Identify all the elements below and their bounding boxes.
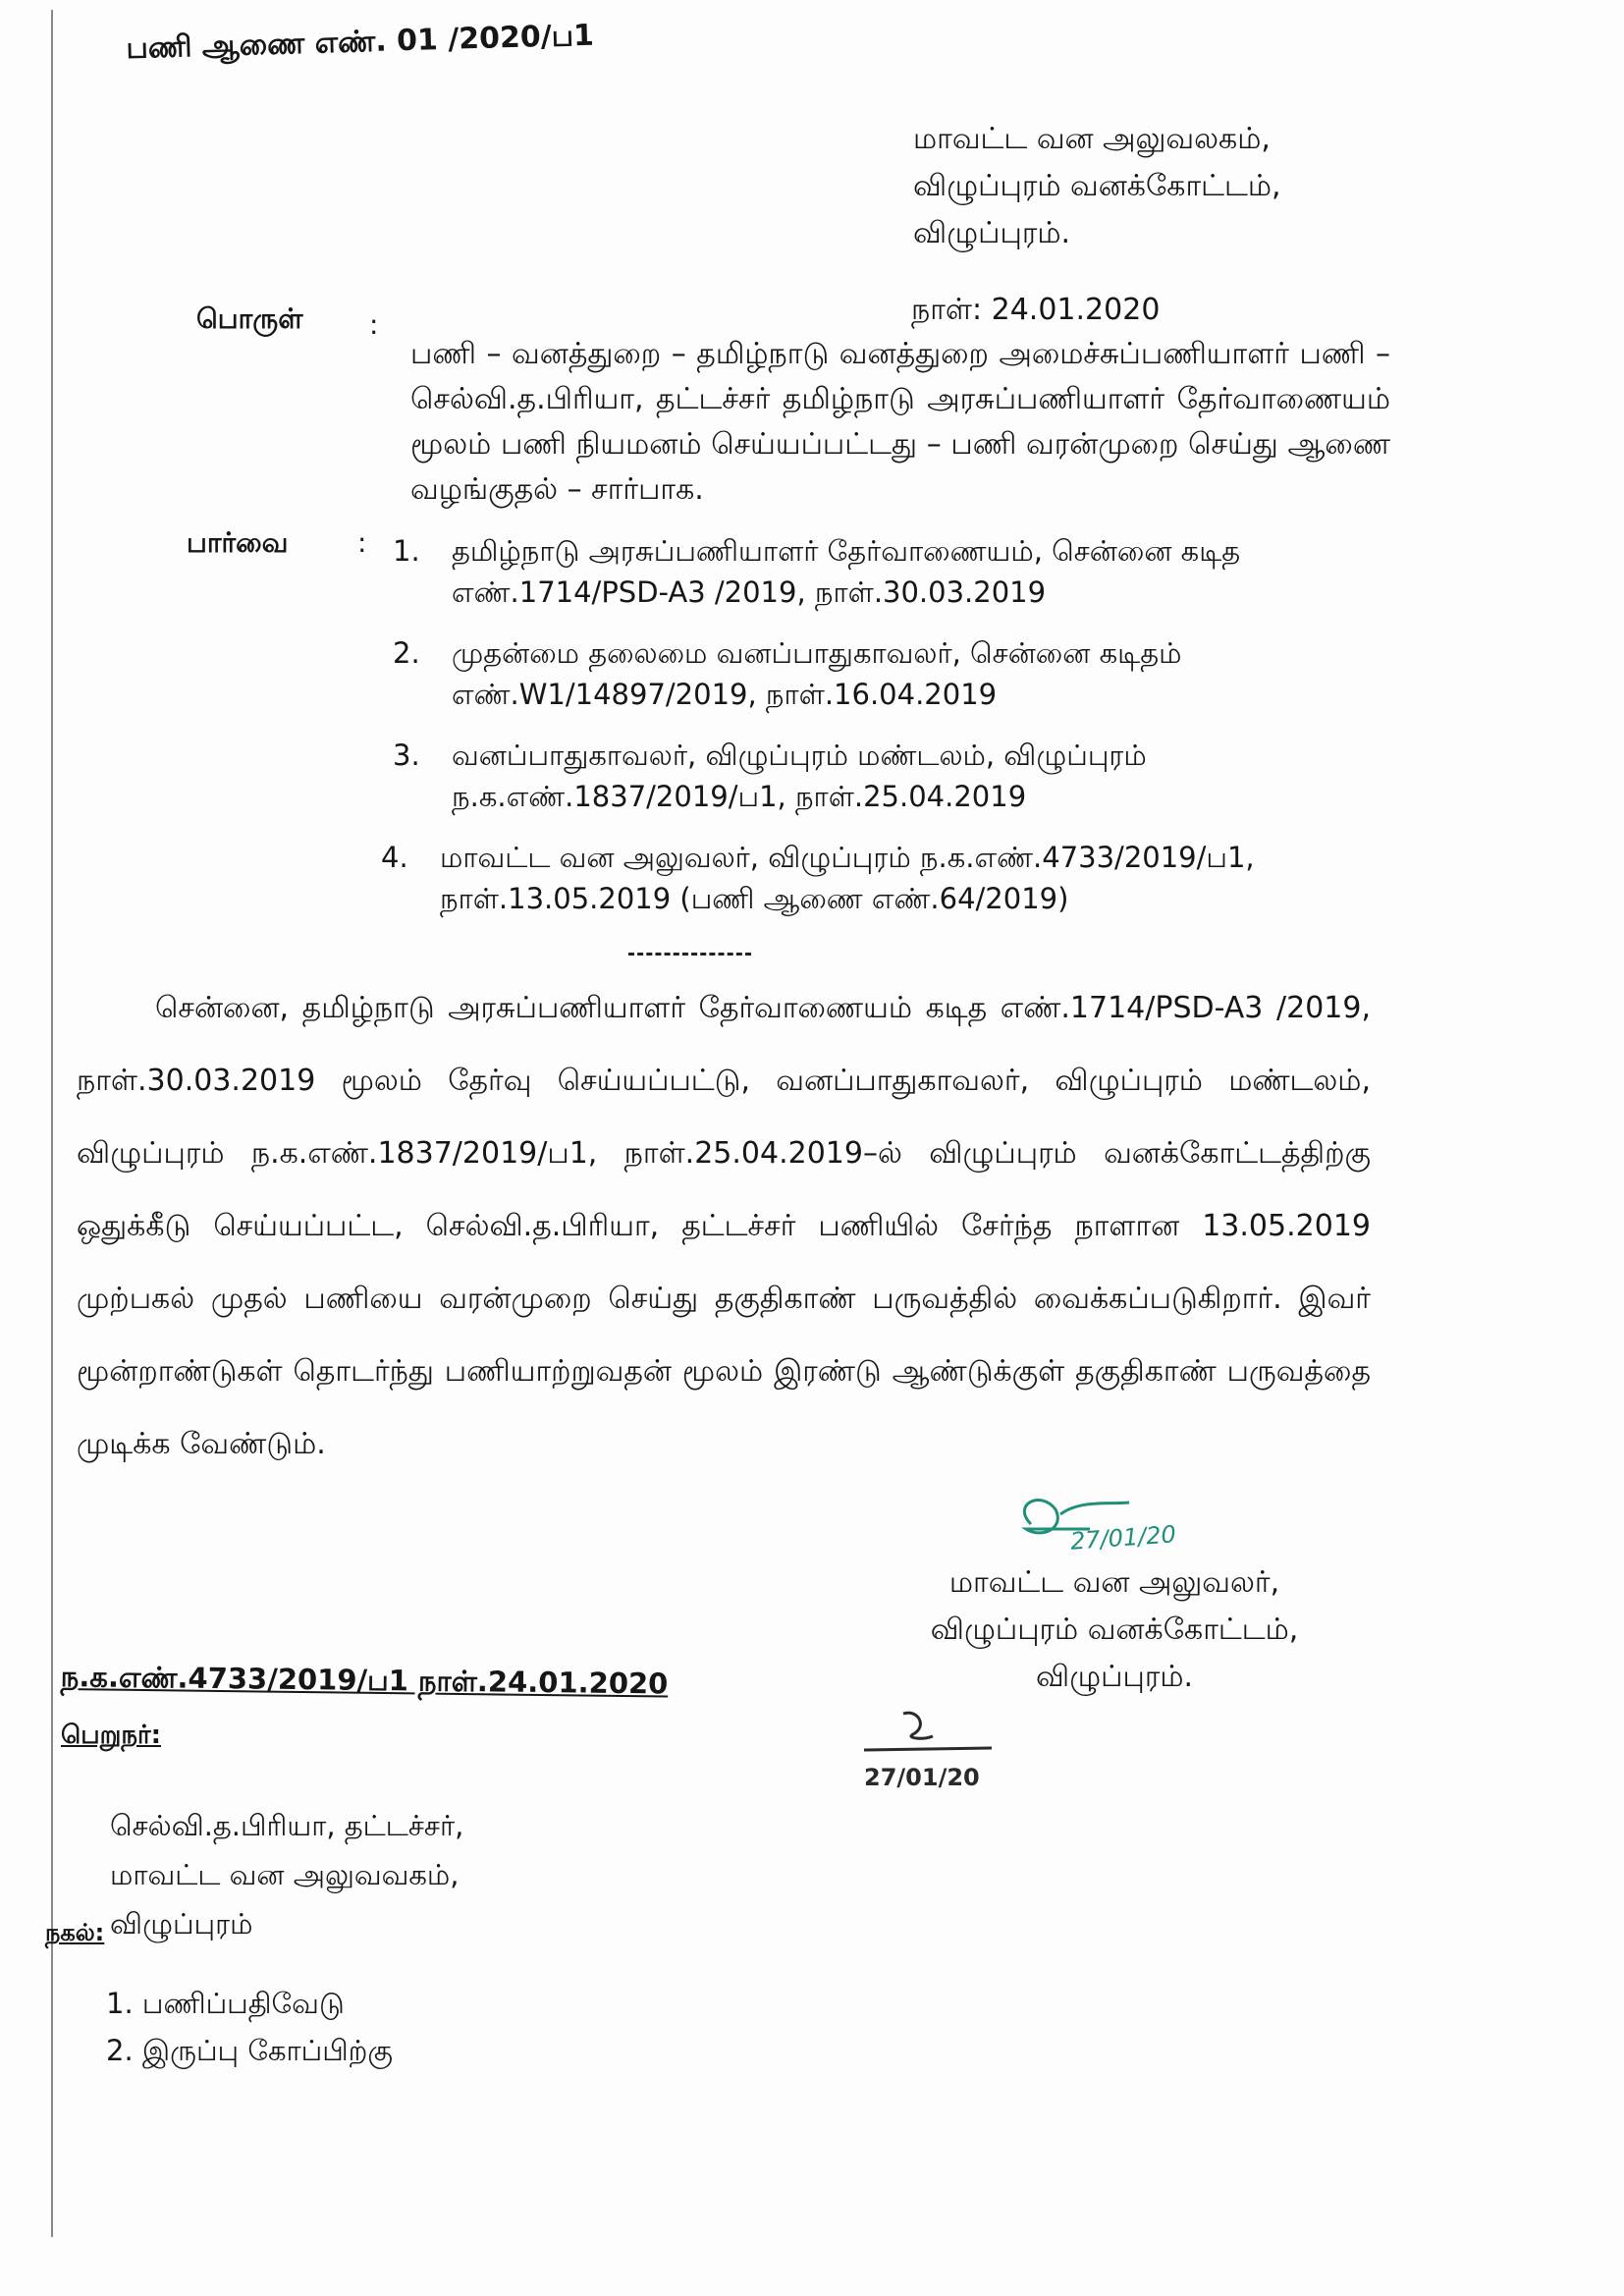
recipient-label: பெறுநர்: <box>61 1721 161 1750</box>
recipient-address <box>110 1801 463 1948</box>
reference-number: 1. <box>393 534 420 568</box>
subject-label: பொருள் <box>196 302 303 335</box>
signatory-block <box>913 1559 1316 1701</box>
copy-list <box>106 1980 393 2074</box>
section-divider <box>628 953 751 956</box>
signatory-line: மாவட்ட வன அலுவலர், <box>948 1565 1280 1600</box>
copy-item: 2. இருப்பு கோப்பிற்கு <box>106 2034 394 2067</box>
reference-line: எண்.1714/PSD-A3 /2019, நாள்.30.03.2019 <box>452 575 1047 609</box>
subject-text: பணி – வனத்துறை – தமிழ்நாடு வனத்துறை அமைச்சுப்பணியாளர் பணி – செல்வி.த.பிரியா, தட்டச்சர் தமிழ்நாடு அரசுப்பணியாளர் தேர்வாணையம் மூலம் பணி நியமனம் செய்யப்பட்டது – பணி வரன்முறை செய்து ஆணை வழங்குதல் – சார்பாக. <box>410 337 1390 507</box>
reference-number: 2. <box>393 636 420 670</box>
reference-number: 3. <box>393 738 420 772</box>
file-reference: ந.க.எண்.4733/2019/ப1 நாள்.24.01.2020 <box>60 1660 669 1701</box>
recipient-line: மாவட்ட வன அலுவவகம், <box>110 1858 460 1891</box>
references-label: பார்வை <box>187 526 289 559</box>
document-date: நாள்: 24.01.2020 <box>911 293 1161 327</box>
copy-label: நகல்: <box>45 1919 105 1946</box>
reference-line: ந.க.எண்.1837/2019/ப1, நாள்.25.04.2019 <box>452 780 1027 813</box>
subject-colon: : <box>369 308 379 341</box>
body-paragraph: சென்னை, தமிழ்நாடு அரசுப்பணியாளர் தேர்வாணையம் கடித எண்.1714/PSD-A3 /2019, நாள்.30.03.2019 மூலம் தேர்வு செய்யப்பட்டு, வனப்பாதுகாவலர், விழுப்புரம் மண்டலம், விழுப்புரம் ந.க.எண்.1837/2019/ப1, நாள்.25.04.2019–ல் விழுப்புரம் வனக்கோட்டத்திற்கு ஒதுக்கீடு செய்யப்பட்ட, செல்வி.த.பிரியா, தட்டச்சர் பணியில் சேர்ந்த நாளான 13.05.2019 முற்பகல் முதல் பணியை வரன்முறை செய்து தகுதிகாண் பருவத்தில் வைக்கப்படுகிறார். இவர் மூன்றாண்டுகள் தொடர்ந்து பணியாற்றுவதன் மூலம் இரண்டு ஆண்டுக்குள் தகுதிகாண் பருவத்தை முடிக்க வேண்டும். <box>77 991 1371 1461</box>
office-address <box>913 116 1281 257</box>
copy-item: 1. பணிப்பதிவேடு <box>106 1987 345 2020</box>
reference-line: மாவட்ட வன அலுவலர், விழுப்புரம் ந.க.எண்.4733/2019/ப1, <box>440 841 1255 874</box>
reference-item <box>393 735 1335 817</box>
reference-line: முதன்மை தலைமை வனப்பாதுகாவலர், சென்னை கடிதம் <box>452 636 1182 670</box>
reference-line: நாள்.13.05.2019 (பணி ஆணை எண்.64/2019) <box>440 882 1069 915</box>
initial-scribble <box>844 1709 1021 1768</box>
signatory-line: விழுப்புரம் வனக்கோட்டம், <box>930 1613 1299 1647</box>
reference-line: வனப்பாதுகாவலர், விழுப்புரம் மண்டலம், விழுப்புரம் <box>452 738 1147 772</box>
recipient-line: செல்வி.த.பிரியா, தட்டச்சர், <box>110 1809 464 1842</box>
reference-line: எண்.W1/14897/2019, நாள்.16.04.2019 <box>452 678 998 711</box>
reference-item <box>381 837 1335 919</box>
initial-date: 27/01/20 <box>864 1764 980 1791</box>
signature-initial <box>1001 1485 1257 1567</box>
second-initial <box>844 1709 1021 1791</box>
signature-date: 27/01/20 <box>1069 1520 1177 1556</box>
signatory-line: விழுப்புரம். <box>1035 1660 1193 1694</box>
order-number: பணி ஆணை எண். 01 /2020/ப1 <box>126 18 595 66</box>
office-line: விழுப்புரம். <box>913 216 1071 250</box>
recipient-line: விழுப்புரம் <box>110 1907 253 1941</box>
reference-item <box>393 632 1335 715</box>
references-list <box>381 530 1335 939</box>
page-edge-line <box>51 10 53 2237</box>
office-line: மாவட்ட வன அலுவலகம், <box>913 122 1271 156</box>
reference-line: தமிழ்நாடு அரசுப்பணியாளர் தேர்வாணையம், சென்னை கடித <box>452 534 1241 568</box>
reference-number: 4. <box>381 841 408 874</box>
reference-item <box>393 530 1335 613</box>
references-colon: : <box>357 526 367 559</box>
office-line: விழுப்புரம் வனக்கோட்டம், <box>913 169 1281 203</box>
